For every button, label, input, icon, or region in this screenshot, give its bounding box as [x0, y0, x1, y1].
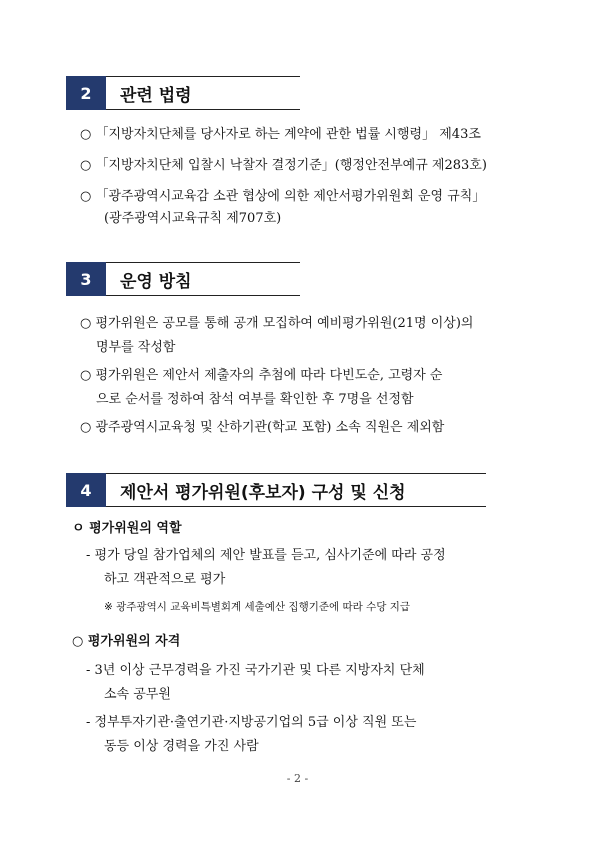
list-item-continuation: (광주광역시교육규칙 제707호): [104, 211, 282, 226]
section-title: 관련 법령: [106, 76, 300, 110]
list-item-continuation: 명부를 작성함: [96, 340, 176, 355]
page-number: - 2 -: [286, 772, 309, 785]
list-item: - 평가 당일 참가업체의 제안 발표를 듣고, 심사기준에 따라 공정: [86, 548, 446, 563]
section-3-header: [66, 262, 300, 296]
list-item: ○ 광주광역시교육청 및 산하기관(학교 포함) 소속 직원은 제외함: [80, 420, 445, 435]
section-title: 제안서 평가위원(후보자) 구성 및 신청: [106, 473, 486, 507]
section-number: 2: [66, 76, 106, 110]
list-item: ○ 「지방자치단체를 당사자로 하는 계약에 관한 법률 시행령」 제43조: [80, 127, 481, 142]
list-item-continuation: 으로 순서를 정하여 참석 여부를 확인한 후 7명을 선정함: [96, 392, 414, 407]
footnote: ※ 광주광역시 교육비특별회계 세출예산 집행기준에 따라 수당 지급: [104, 601, 411, 613]
list-item-continuation: 하고 객관적으로 평가: [104, 572, 226, 587]
section-4-header: [66, 473, 486, 507]
subsection-heading: ㅇ 평가위원의 역할: [72, 521, 182, 536]
section-number: 4: [66, 473, 106, 507]
section-title: 운영 방침: [106, 262, 300, 296]
list-item: ○ 「광주광역시교육감 소관 협상에 의한 제안서평가위원회 운영 규칙」: [80, 189, 486, 204]
section-number: 3: [66, 262, 106, 296]
list-item-continuation: 소속 공무원: [104, 687, 171, 702]
section-2-header: [66, 76, 300, 110]
subsection-heading: ○ 평가위원의 자격: [72, 634, 181, 649]
list-item: ○ 평가위원은 제안서 제출자의 추첨에 따라 다빈도순, 고령자 순: [80, 368, 443, 383]
list-item: ○ 「지방자치단체 입찰시 낙찰자 결정기준」(행정안전부예규 제283호): [80, 158, 487, 173]
list-item: - 정부투자기관·출연기관·지방공기업의 5급 이상 직원 또는: [86, 715, 417, 730]
list-item-continuation: 동등 이상 경력을 가진 사람: [104, 739, 259, 754]
list-item: - 3년 이상 근무경력을 가진 국가기관 및 다른 지방자치 단체: [86, 663, 425, 678]
list-item: ○ 평가위원은 공모를 통해 공개 모집하여 예비평가위원(21명 이상)의: [80, 316, 474, 331]
